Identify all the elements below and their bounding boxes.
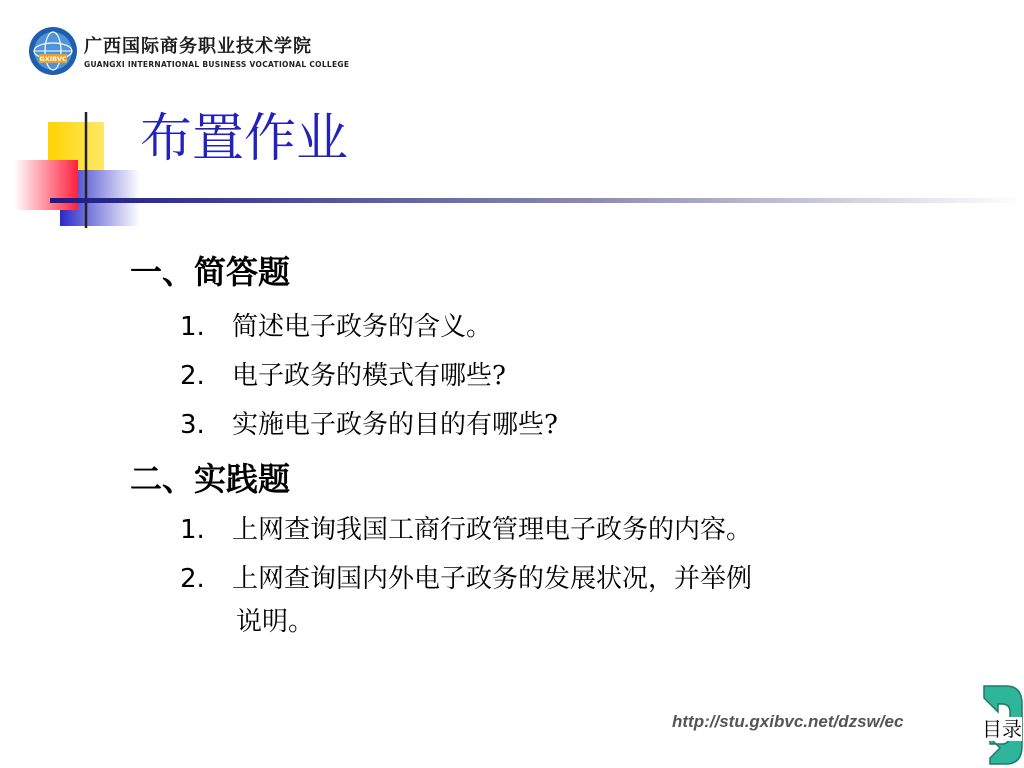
list-item	[180, 355, 506, 392]
footer-url: http://stu.gxibvc.net/dzsw/ec	[672, 712, 904, 731]
item-text: 实施电子政务的目的有哪些?	[232, 410, 558, 440]
college-emblem-icon	[28, 26, 78, 76]
list-item	[180, 509, 752, 546]
item-text: 上网查询国内外电子政务的发展状况，并举例	[232, 564, 753, 594]
logo-chinese-name: 广西国际商务职业技术学院	[84, 36, 312, 57]
college-logo	[28, 26, 350, 78]
list-item	[180, 404, 558, 441]
logo-english-name: GUANGXI INTERNATIONAL BUSINESS VOCATIONAL COLLEGE	[84, 60, 350, 69]
slide-title: 布置作业	[140, 109, 349, 169]
list-item	[180, 558, 752, 595]
contents-link[interactable]: 目录	[982, 717, 1022, 741]
list-item	[180, 306, 492, 343]
section-heading-practice: 二、实践题	[130, 460, 291, 498]
title-underline	[50, 198, 1024, 203]
item-text: 上网查询我国工商行政管理电子政务的内容。	[232, 515, 753, 545]
item-number: 1.	[180, 312, 205, 342]
item-text-continuation: 说明。	[236, 607, 315, 637]
item-number: 2.	[180, 361, 205, 391]
item-number: 1.	[180, 515, 205, 545]
item-number: 2.	[180, 564, 205, 594]
item-text: 简述电子政务的含义。	[232, 312, 493, 342]
item-number: 3.	[180, 410, 205, 440]
logo-badge-text: GXIBVC	[39, 55, 67, 63]
section-heading-short-answer: 一、简答题	[130, 253, 291, 291]
item-text: 电子政务的模式有哪些?	[232, 361, 506, 391]
